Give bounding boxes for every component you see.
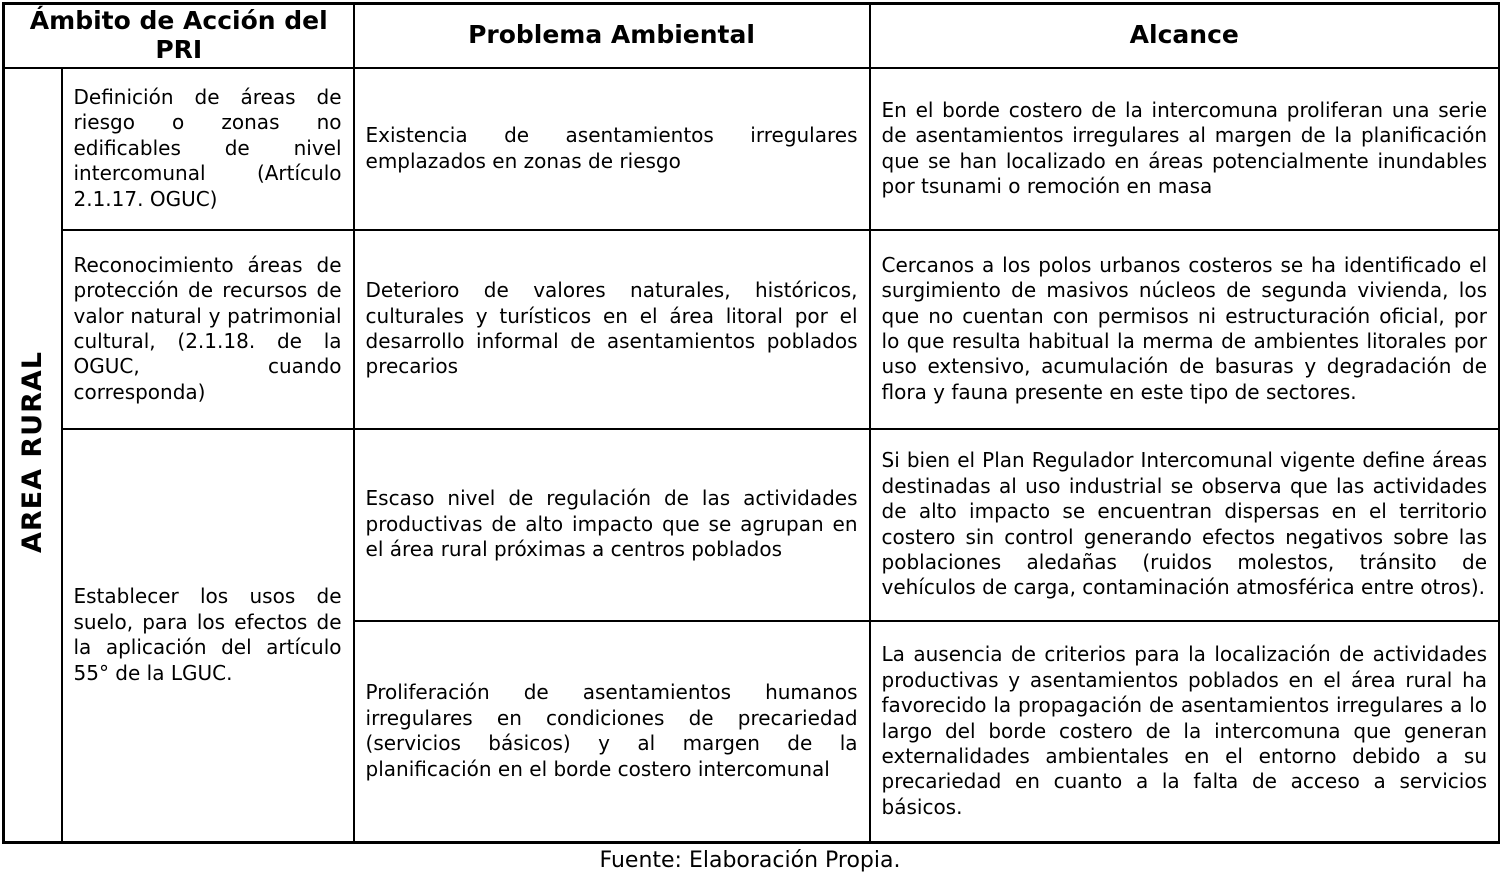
cell-ambito-3-merged: Establecer los usos de suelo, para los efectos de la aplicación del artículo 55° de la LGUC. — [62, 429, 354, 843]
header-ambito-accion-pri: Ámbito de Acción del PRI — [4, 4, 354, 68]
environmental-scope-table — [2, 2, 1500, 844]
cell-alcance-3: Si bien el Plan Regulador Intercomunal vigente define áreas destinadas al uso industrial se observa que las actividades de alto impacto se encuentran dispersas en el territorio costero sin control generando efectos negativos sobre las poblaciones aledañas (ruidos molestos, tránsito de vehículos de carga, contaminación atmosférica entre otros). — [870, 429, 1500, 621]
cell-problema-1: Existencia de asentamientos irregulares emplazados en zonas de riesgo — [354, 68, 870, 230]
cell-alcance-1: En el borde costero de la intercomuna proliferan una serie de asentamientos irregulares al margen de la planificación que se han localizado en áreas potencialmente inundables por tsunami o remoción en masa — [870, 68, 1500, 230]
cell-problema-3: Escaso nivel de regulación de las actividades productivas de alto impacto que se agrupan en el área rural próximas a centros poblados — [354, 429, 870, 621]
header-alcance: Alcance — [870, 4, 1500, 68]
area-rural-vertical-label: AREA RURAL — [16, 350, 48, 553]
cell-problema-2: Deterioro de valores naturales, históricos, culturales y turísticos en el área litoral por el desarrollo informal de asentamientos poblados precarios — [354, 230, 870, 429]
row-group-cell-area-rural — [4, 68, 62, 843]
header-row — [4, 4, 1500, 68]
source-caption: Fuente: Elaboración Propia. — [599, 848, 901, 873]
cell-ambito-2: Reconocimiento áreas de protección de recursos de valor natural y patrimonial cultural, (2.1.18. de la OGUC, cuando corresponda) — [62, 230, 354, 429]
cell-alcance-2: Cercanos a los polos urbanos costeros se ha identificado el surgimiento de masivos núcleos de segunda vivienda, los que no cuentan con permisos ni estructuración oficial, por lo que resulta habitual la merma de ambientes litorales por uso extensivo, acumulación de basuras y degradación de flora y fauna presente en este tipo de sectores. — [870, 230, 1500, 429]
table-row — [4, 68, 1500, 230]
table-row — [4, 429, 1500, 621]
table-body — [4, 68, 1500, 843]
header-problema-ambiental: Problema Ambiental — [354, 4, 870, 68]
cell-problema-4: Proliferación de asentamientos humanos irregulares en condiciones de precariedad (servicios básicos) y al margen de la planificación en el borde costero intercomunal — [354, 621, 870, 843]
cell-ambito-1: Definición de áreas de riesgo o zonas no edificables de nivel intercomunal (Artículo 2.1.17. OGUC) — [62, 68, 354, 230]
table-header — [4, 4, 1500, 68]
table-row — [4, 230, 1500, 429]
cell-alcance-4: La ausencia de criterios para la localización de actividades productivas y asentamientos poblados en el área rural ha favorecido la propagación de asentamientos irregulares a lo largo del borde costero de la intercomuna que generan externalidades ambientales en el entorno debido a su precariedad en cuanto a la falta de acceso a servicios básicos. — [870, 621, 1500, 843]
